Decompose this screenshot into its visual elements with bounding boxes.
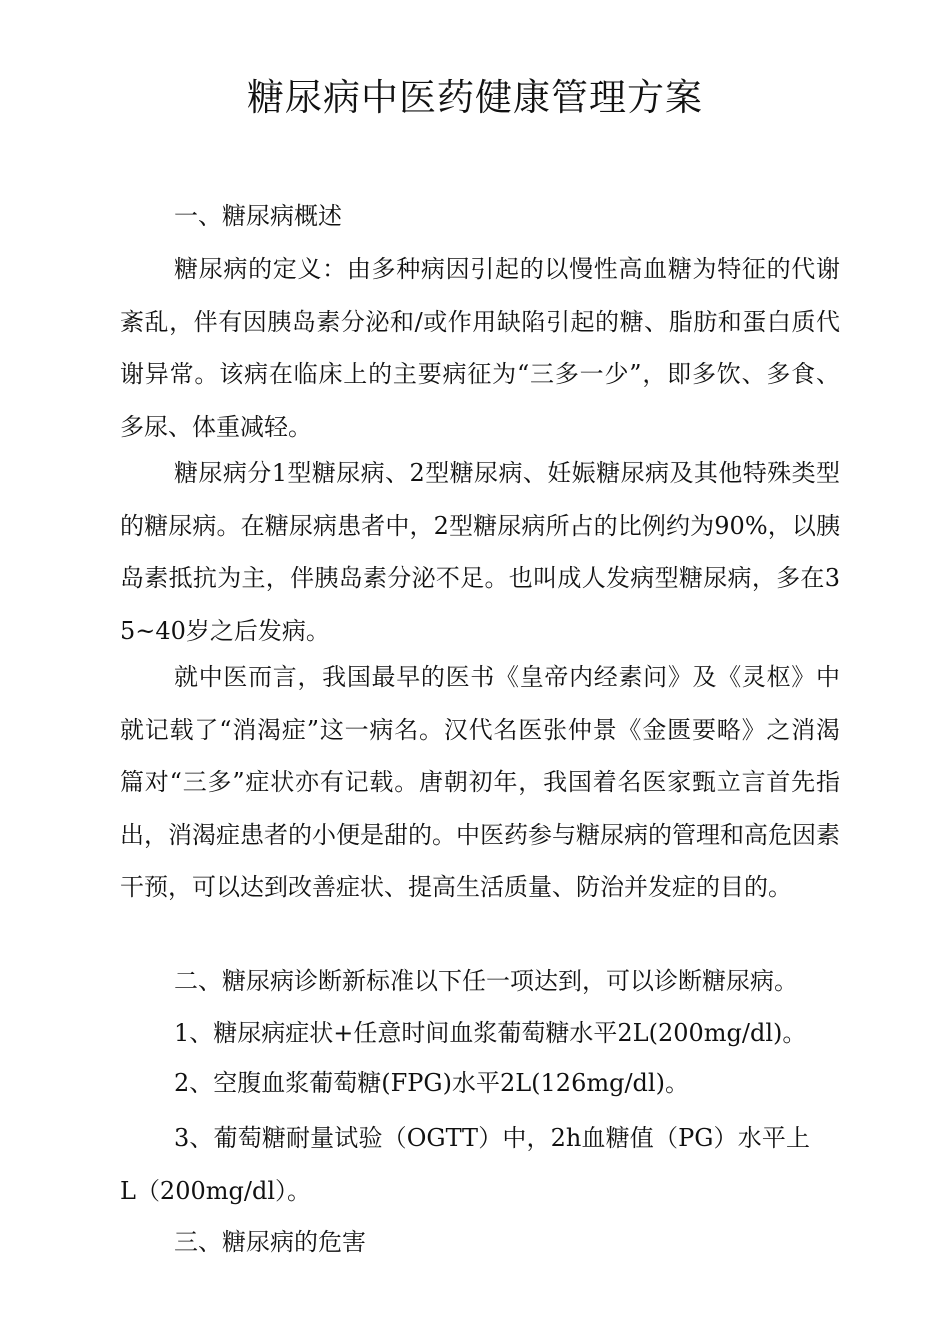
paragraph-tcm-history: 就中医而言，我国最早的医书《皇帝内经素问》及《灵枢》中就记载了“消渴症”这一病名。汉代名医张仲景《金匮要略》之消渴篇对“三多”症状亦有记载。唐朝初年，我国着名医家甄立言首先指出，消渴症患者的小便是甜的。中医药参与糖尿病的管理和高危因素干预，可以达到改善症状、提高生活质量、防治并发症的目的。 xyxy=(120,663,840,901)
paragraph-definition: 糖尿病的定义：由多种病因引起的以慢性高血糖为特征的代谢紊乱，伴有因胰岛素分泌和/或作用缺陷引起的糖、脂肪和蛋白质代谢异常。该病在临床上的主要病征为“三多一少”，即多饮、多食、多尿、体重减轻。 xyxy=(120,255,840,441)
diagnosis-criterion-3: 3、葡萄糖耐量试验（OGTT）中，2h血糖值（PG）水平上L（200mg/dl）。 xyxy=(120,1124,810,1205)
section-heading-overview: 一、糖尿病概述 xyxy=(174,202,342,230)
document-title: 糖尿病中医药健康管理方案 xyxy=(247,76,703,119)
diagnosis-criterion-2: 2、空腹血浆葡萄糖(FPG)水平2L(126mg/dl)。 xyxy=(174,1069,689,1097)
section-heading-harm: 三、糖尿病的危害 xyxy=(174,1228,366,1256)
paragraph-types: 糖尿病分1型糖尿病、2型糖尿病、妊娠糖尿病及其他特殊类型的糖尿病。在糖尿病患者中，2型糖尿病所占的比例约为90%，以胰岛素抵抗为主，伴胰岛素分泌不足。也叫成人发病型糖尿病，多在35~40岁之后发病。 xyxy=(120,459,840,645)
section-heading-diagnosis: 二、糖尿病诊断新标准以下任一项达到，可以诊断糖尿病。 xyxy=(174,967,798,995)
diagnosis-criterion-1: 1、糖尿病症状+任意时间血浆葡萄糖水平2L(200mg/dl)。 xyxy=(174,1019,807,1047)
